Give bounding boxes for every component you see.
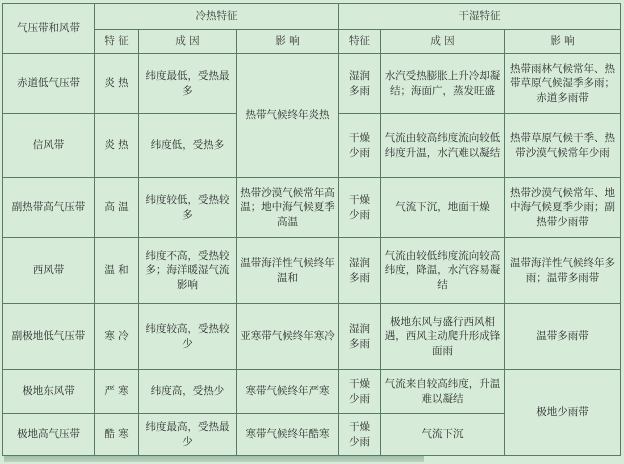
table-row bbox=[3, 238, 621, 304]
thermal-feature: 寒 冷 bbox=[95, 304, 139, 370]
header-thermal-impact: 影 响 bbox=[237, 30, 339, 54]
thermal-feature: 酷 寒 bbox=[95, 414, 139, 456]
pressure-wind-belt-table bbox=[2, 3, 621, 456]
humidity-cause: 气流由较高纬度流向较低纬度升温，水汽难以凝结 bbox=[381, 114, 505, 178]
thermal-feature: 高 温 bbox=[95, 178, 139, 238]
table-row bbox=[3, 370, 621, 414]
thermal-cause: 纬度高，受热少 bbox=[139, 370, 237, 414]
table-wrapper bbox=[2, 3, 620, 455]
thermal-cause: 纬度最高，受热最少 bbox=[139, 414, 237, 456]
humidity-impact-merged: 极地少雨带 bbox=[505, 370, 621, 456]
thermal-cause: 纬度低，受热多 bbox=[139, 114, 237, 178]
humidity-feature: 干燥 少雨 bbox=[339, 370, 381, 414]
humidity-cause: 水汽受热膨胀上升冷却凝结；海面广，蒸发旺盛 bbox=[381, 54, 505, 114]
table-row bbox=[3, 178, 621, 238]
thermal-cause: 纬度不高，受热较多；海洋暖湿气流影响 bbox=[139, 238, 237, 304]
thermal-feature: 炎 热 bbox=[95, 54, 139, 114]
belt-name: 副极地低气压带 bbox=[3, 304, 95, 370]
table-row bbox=[3, 54, 621, 114]
humidity-feature: 干燥 少雨 bbox=[339, 114, 381, 178]
humidity-feature: 干燥 少雨 bbox=[339, 414, 381, 456]
thermal-impact: 寒带气候终年酷寒 bbox=[237, 414, 339, 456]
header-humidity-impact: 影 响 bbox=[505, 30, 621, 54]
humidity-feature: 干燥 少雨 bbox=[339, 178, 381, 238]
thermal-feature: 炎 热 bbox=[95, 114, 139, 178]
header-thermal-cause: 成 因 bbox=[139, 30, 237, 54]
thermal-cause: 纬度最低，受热最多 bbox=[139, 54, 237, 114]
thermal-feature: 严 寒 bbox=[95, 370, 139, 414]
belt-name: 极地高气压带 bbox=[3, 414, 95, 456]
header-humidity-feature: 特征 bbox=[339, 30, 381, 54]
humidity-impact: 温带海洋性气候终年多雨；温带多雨带 bbox=[505, 238, 621, 304]
humidity-impact-merged: 温带多雨带 bbox=[505, 304, 621, 370]
humidity-feature: 湿润 多雨 bbox=[339, 54, 381, 114]
header-thermal-group: 冷热特征 bbox=[95, 4, 339, 30]
thermal-impact: 寒带气候终年严寒 bbox=[237, 370, 339, 414]
belt-name: 信风带 bbox=[3, 114, 95, 178]
header-belt: 气压带和风带 bbox=[3, 4, 95, 54]
cropped-caption-strip bbox=[4, 456, 424, 462]
thermal-impact-merged: 热带气候终年炎热 bbox=[237, 54, 339, 178]
table-row bbox=[3, 304, 621, 370]
thermal-feature: 温 和 bbox=[95, 238, 139, 304]
thermal-impact: 亚寒带气候终年寒冷 bbox=[237, 304, 339, 370]
humidity-cause: 气流来自较高纬度，升温难以凝结 bbox=[381, 370, 505, 414]
belt-name: 极地东风带 bbox=[3, 370, 95, 414]
humidity-cause: 气流下沉，地面干燥 bbox=[381, 178, 505, 238]
humidity-impact: 热带草原气候干季、热带沙漠气候常年少雨 bbox=[505, 114, 621, 178]
belt-name: 西风带 bbox=[3, 238, 95, 304]
humidity-cause: 气流下沉 bbox=[381, 414, 505, 456]
thermal-cause: 纬度较低，受热较多 bbox=[139, 178, 237, 238]
thermal-impact: 热带沙漠气候常年高温；地中海气候夏季高温 bbox=[237, 178, 339, 238]
header-humidity-group: 干湿特征 bbox=[339, 4, 621, 30]
humidity-feature: 湿润 多雨 bbox=[339, 304, 381, 370]
humidity-impact: 热带沙漠气候常年、地中海气候夏季少雨；副热带少雨带 bbox=[505, 178, 621, 238]
humidity-impact: 热带雨林气候常年、热带草原气候湿季多雨；赤道多雨带 bbox=[505, 54, 621, 114]
belt-name: 赤道低气压带 bbox=[3, 54, 95, 114]
belt-name: 副热带高气压带 bbox=[3, 178, 95, 238]
humidity-feature: 湿润 多雨 bbox=[339, 238, 381, 304]
thermal-cause: 纬度较高，受热较少 bbox=[139, 304, 237, 370]
humidity-cause: 气流由较低纬度流向较高纬度，降温，水汽容易凝结 bbox=[381, 238, 505, 304]
header-thermal-feature: 特 征 bbox=[95, 30, 139, 54]
thermal-impact: 温带海洋性气候终年温和 bbox=[237, 238, 339, 304]
header-humidity-cause: 成 因 bbox=[381, 30, 505, 54]
humidity-cause: 极地东风与盛行西风相遇，西风主动爬升形成锋面雨 bbox=[381, 304, 505, 370]
